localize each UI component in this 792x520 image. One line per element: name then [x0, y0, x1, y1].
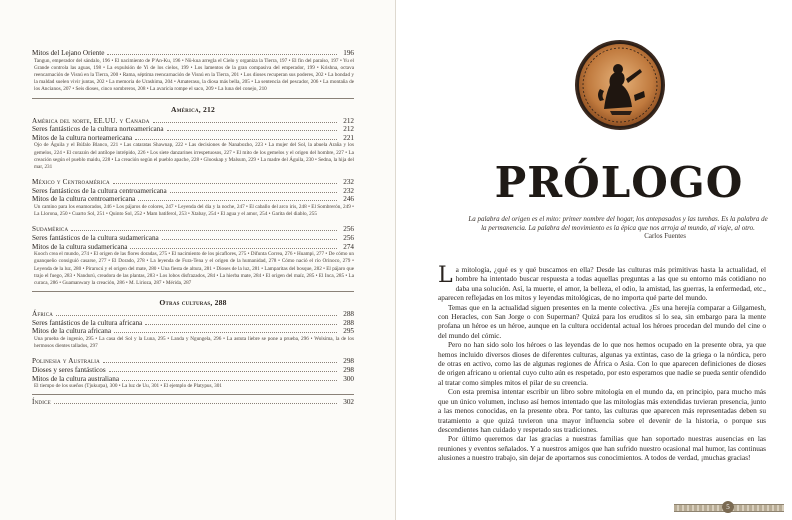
toc-leader-dots [107, 54, 337, 55]
toc-entry-title: Seres fantásticos de la cultura sudamericana [32, 233, 159, 242]
toc-entry-page: 221 [343, 133, 354, 142]
toc-leader-dots [71, 230, 337, 231]
toc-entry-page: 212 [343, 125, 354, 134]
toc-entry[interactable] [32, 398, 354, 407]
toc-leader-dots [103, 362, 337, 363]
toc-divider [32, 98, 354, 99]
toc-leader-dots [122, 380, 337, 381]
toc-entry-title: Mitos del Lejano Oriente [32, 49, 105, 57]
paragraph-5: Por último queremos dar las gracias a nuestras familias que han soportado nuestras ausencias en las reuniones y eventos señalados. Y a nuestros amigos que han sufrido nuestro ocasional mal humor, las continuas alusiones a nuestro trabajo, sin dejar de aportarnos sus conocimientos. A todos de verdad, ¡muchas gracias! [438, 434, 766, 463]
epigraph-quote [466, 215, 770, 241]
toc-entry[interactable] [32, 195, 354, 204]
page-number: 5 [722, 501, 734, 513]
toc-entry-page: 212 [343, 116, 354, 125]
toc-entry-title: Polinesia y Australia [32, 357, 100, 366]
toc-entry[interactable] [32, 366, 354, 375]
toc-leader-dots [162, 239, 337, 240]
toc-leader-dots [138, 200, 337, 201]
greek-vase-painting-medallion-icon [574, 39, 666, 131]
toc-entry[interactable] [32, 319, 354, 328]
paragraph-1-text: a mitología, ¿qué es y qué buscamos en ella? Desde las culturas más primitivas hasta la actualidad, el hombre ha intentado buscar respuesta a todas aquellas preguntas a las que su entorno más cotidiano no daba una solución. Así, la muerte, el amor, la belleza, el odio, la amistad, las guerras, la enfermedad, etc., aparecen reflejadas en los mitos y leyendas mitológicas, de no importa qué parte del mundo. [438, 265, 766, 303]
toc-entry-subitems: Una prueba de ingenio, 295 • La casa del Sol y la Luna, 295 • Landa y Ngungela, 296 • La astuta liebre se pone a prueba, 296 • Wolsima, la de los hermosos dientes tallados, 297 [34, 335, 354, 350]
toc-entry-page: 300 [343, 374, 354, 383]
toc-entry-page: 246 [343, 195, 354, 204]
toc-divider [32, 291, 354, 292]
drop-cap: L [438, 263, 453, 288]
toc-entry-subitems: Tangun, emperador del sándalo, 196 • El nacimiento de P'An-Ku, 196 • Nü-kua arregla el Cielo y organiza la Tierra, 197 • El fin del paraíso, 197 • Yu el Grande controla las aguas, 198 • La expulsión de Yi de los cielos, 199 • Los lamentos de la gran compasiva del emperador, 199 • Krishna, octava reencarnación de Visnú en la Tierra, 200 • Rama, séptima reencarnación de Visnú en la Tierra, 201 • Los dioses recuperan sus poderes, 202 • La bondad y la maldad suelen vivir juntas, 202 • La memoria de Urashima, 204 • Amaterasu, la diosa más bella, 205 • La sentencia del pescador, 206 • La montaña de los Ancianos, 207 • Seis dioses, cinco sombreros, 208 • La avaricia rompe el saco, 209 • La luna del conejo, 210 [34, 57, 354, 93]
toc-entry-page: 295 [343, 327, 354, 336]
toc-entry-page: 256 [343, 233, 354, 242]
toc-entry-subitems: El tiempo de los sueños (Tjukurpa), 300 • La luz de Uu, 301 • El ejemplo de Platypus, 301 [34, 383, 222, 390]
toc-entry[interactable] [32, 117, 354, 126]
toc-entry-page: 196 [343, 49, 354, 57]
toc-leader-dots [113, 183, 337, 184]
toc-section-heading: Otras culturas, 288 [159, 298, 227, 308]
toc-entry[interactable] [32, 375, 354, 384]
toc-section-heading: América, 212 [171, 104, 215, 114]
toc-leader-dots [135, 139, 337, 140]
toc-leader-dots [54, 403, 337, 404]
toc-leader-dots [145, 324, 337, 325]
toc-entry-page: 302 [343, 398, 354, 407]
toc-leader-dots [170, 192, 337, 193]
toc-entry-page: 232 [343, 178, 354, 187]
toc-leader-dots [109, 371, 337, 372]
prologue-body [438, 265, 766, 463]
toc-entry[interactable] [32, 187, 354, 196]
toc-entry[interactable] [32, 225, 354, 234]
page-footer-ornament [674, 502, 784, 512]
toc-entry-page: 288 [343, 310, 354, 319]
toc-entry-title: Dioses y seres fantásticos [32, 365, 106, 374]
toc-entry-title: Mitos de la cultura norteamericana [32, 133, 133, 142]
paragraph-1 [438, 265, 766, 303]
toc-entry-page: 232 [343, 186, 354, 195]
toc-leader-dots [114, 332, 337, 333]
toc-entry[interactable] [32, 49, 354, 58]
toc-leader-dots [153, 122, 337, 123]
toc-entry[interactable] [32, 243, 354, 252]
toc-entry-title: Seres fantásticos de la cultura centroamericana [32, 186, 167, 195]
toc-entry[interactable] [32, 327, 354, 336]
toc-divider [32, 394, 354, 395]
toc-entry-page: 298 [343, 365, 354, 374]
toc-leader-dots [56, 315, 337, 316]
toc-entry-title: Mitos de la cultura australiana [32, 374, 120, 383]
toc-entry-page: 288 [343, 318, 354, 327]
toc-entry-page: 274 [343, 242, 354, 251]
toc-entry[interactable] [32, 234, 354, 243]
toc-entry[interactable] [32, 178, 354, 187]
toc-entry-title: Seres fantásticos de la cultura norteamericana [32, 125, 164, 134]
toc-entry-title: América del norte, EE.UU. y Canada [32, 116, 150, 125]
paragraph-4: Con esta premisa intentar escribir un libro sobre mitología en el mundo da, en principio, para mucho más que un único volumen, incluso así hemos intentado que las mitologías más extendidas tuvieran presencia, junto a las menos conocidas, en la presente obra. Por tanto, las culturas que aparecen más representadas deben su tratamiento a que quizá tuvieron una mayor influencia sobre el devenir de la historia, o porque sus descendientes han cuidado y respetado sus tradiciones. [438, 387, 766, 434]
toc-entry-title: Mitos de la cultura africana [32, 327, 112, 336]
paragraph-2: Temas que en la actualidad siguen presentes en la mente colectiva. ¿Es una herejía comparar a Gilgamesh, con Heracles, con San Jorge o con Superman? Quizá para los eruditos sí lo sea, sin embargo para la mente profana un héroe es un héroe, aunque en la cultura occidental actual los héroes procedan del mundo del cine o del mundo del cómic. [438, 302, 766, 340]
prologue-title: PRÓLOGO [494, 158, 744, 207]
epigraph-text: La palabra del origen es el mito: primer nombre del hogar, los antepasados y las tumbas. Es la palabra de la permanencia. La palabra del movimiento es la épica que nos arroja al mundo, al viaje, al otro. [468, 215, 768, 232]
toc-entry[interactable] [32, 125, 354, 134]
toc-entry-page: 298 [343, 357, 354, 366]
toc-entry-title: México y Centroamérica [32, 178, 110, 187]
toc-entry-title: Índice [32, 398, 51, 407]
toc-entry-subitems: Kooch crea el mundo, 274 • El origen de las flores doradas, 275 • El nacimiento de los picaflores, 275 • Difunta Correa, 276 • Huampi, 277 • De cómo un guanqueño consiguió casarse, 277 • El Dorado, 278 • La leyenda de Fura-Tena y el origen de la humanidad, 278 • Cómo nació el río Orinoco, 279 • Leyenda de la luz, 280 • Pirarucú y el origen del mate, 280 • Una fiesta de altura, 281 • Dioses de la luz, 281 • Lamparitas del bosque, 282 • El pájaro que trajo el fuego, 283 • Nandurú, creadora de las plantas, 283 • Los lobos disfrazados, 284 • La hierba mate, 284 • El origen del maíz, 285 • El Inca, 285 • La curaca, 286 • Guamanwary la creación, 286 • M. Lirioza, 287 • Mérida, 287 [34, 251, 354, 286]
toc-entry-page: 256 [343, 225, 354, 234]
toc-entry-title: Mitos de la cultura sudamericana [32, 242, 128, 251]
toc-entry-title: África [32, 310, 54, 319]
toc-entry[interactable] [32, 310, 354, 319]
toc-leader-dots [130, 248, 337, 249]
toc-entry[interactable] [32, 357, 354, 366]
toc-entry-subitems: Ojo de Águila y el Búfalo Blanco, 221 • Las cataratas Shawnap, 222 • Las decisiones de Nanabozho, 223 • La mujer del Sol, la abuela Araña y los gemelos, 224 • El corazón del antílope intrépido, 226 • Los siete danzarines irrespetuosos, 227 • El mito de los gemelos y el origen del hombre, 227 • La creación según el pueblo maidu, 228 • La creación según el pueblo apache, 228 • Glooskap y Malsum, 229 • La madre del Águila, 230 • Sedna, la hija del mar, 231 [34, 142, 354, 170]
epigraph-author: Carlos Fuentes [644, 232, 686, 240]
toc-entry-title: Mitos de la cultura centroamericana [32, 195, 136, 204]
table-of-contents [32, 49, 354, 407]
toc-entry-title: Sudamérica [32, 225, 69, 234]
paragraph-3: Pero no han sido solo los héroes o las leyendas de lo que nos hemos ocupado en la presente obra, ya que hemos incluido diversos dioses de diferentes culturas, algunas ya extintas, caso de la griega o la nórdica, pero de otras en activo, como las de algunas regiones de África o Asia. Con lo que aparecen definiciones de dioses de origen africano u oriental cuyo culto aún es respetado, por esto esperamos que nadie se pueda sentir ofendido al tratar como simples mitos el pilar de su creencia. [438, 340, 766, 387]
toc-leader-dots [167, 130, 337, 131]
toc-entry-title: Seres fantásticos de la cultura africana [32, 318, 143, 327]
right-page-prologue [396, 0, 792, 520]
toc-entry-subitems: Un camino para los enamorados, 246 • Los pájaros de colores, 247 • Leyenda del día y la noche, 247 • El caballo del arco iris, 248 • El Sombrerón, 249 • La Llorona, 250 • Cuarto Sol, 251 • Quinto Sol, 252 • Mam batiferol, 253 • Xtabay, 254 • El agua y el amor, 254 • Garita del diablo, 255 [34, 203, 354, 218]
